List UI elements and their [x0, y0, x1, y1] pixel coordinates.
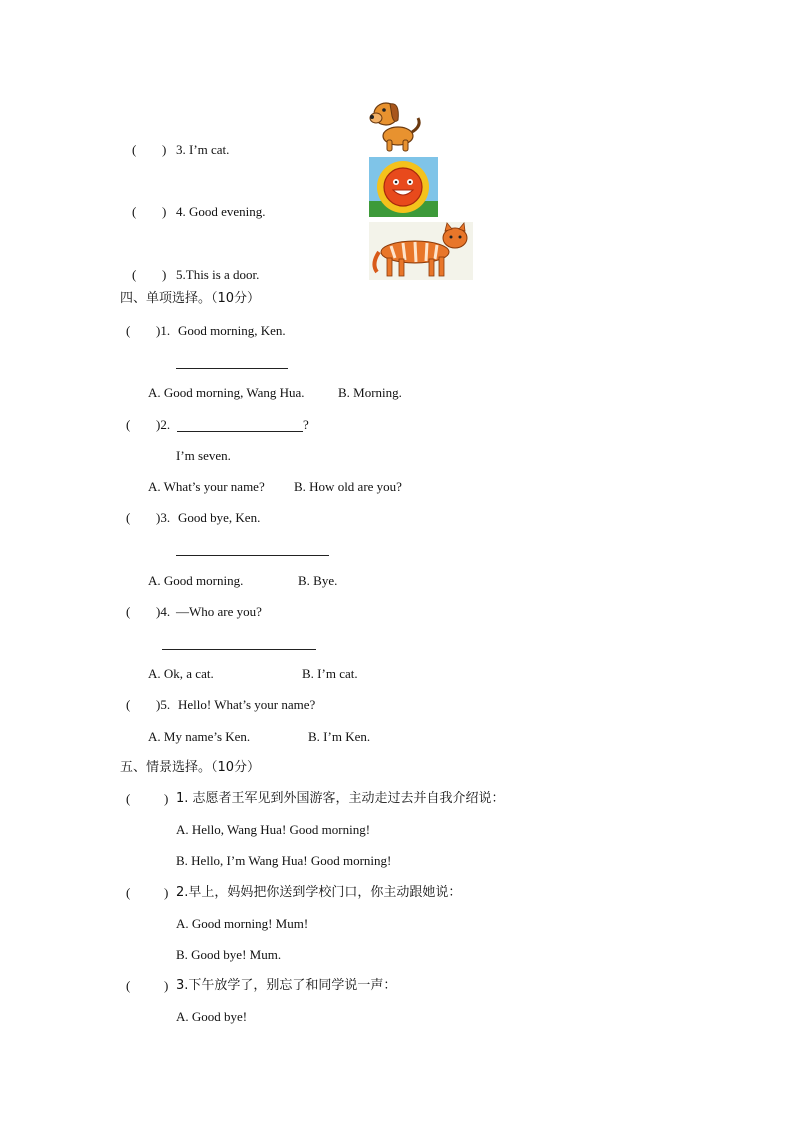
option-b: B. Hello, I’m Wang Hua! Good morning!: [176, 853, 392, 868]
answer-bracket-open: (: [126, 417, 131, 432]
question-text: 3. I’m cat.: [176, 142, 230, 157]
question-text: 1. 志愿者王军见到外国游客，主动走过去并自我介绍说：: [176, 791, 505, 806]
option-a: A. Hello, Wang Hua! Good morning!: [176, 822, 371, 837]
answer-bracket-open: (: [132, 204, 137, 219]
option-a: A. Good morning, Wang Hua.: [148, 385, 305, 400]
question-mark: ?: [303, 417, 309, 432]
question-number: )3.: [156, 510, 171, 525]
question-text: 2.早上，妈妈把你送到学校门口，你主动跟她说：: [176, 885, 462, 900]
sun-icon: [369, 157, 438, 217]
question-text: —Who are you?: [176, 604, 262, 619]
option-b: B. Good bye! Mum.: [176, 947, 282, 962]
option-a: A. What’s your name?: [148, 479, 265, 494]
answer-bracket-close: ): [164, 791, 169, 806]
question-text: 3.下午放学了，别忘了和同学说一声：: [176, 978, 397, 993]
option-a: A. Good morning.: [148, 573, 244, 588]
answer-bracket-close: ): [164, 885, 169, 900]
answer-bracket-open: (: [126, 604, 131, 619]
option-a: A. Ok, a cat.: [148, 666, 214, 681]
answer-bracket-open: (: [126, 323, 131, 338]
option-b: B. Morning.: [338, 385, 402, 400]
option-b: B. I’m Ken.: [308, 729, 371, 744]
answer-blank: [176, 555, 329, 556]
question-text: Hello! What’s your name?: [178, 697, 316, 712]
dog-icon: [368, 96, 424, 154]
section-title: 五、情景选择。（10分）: [120, 760, 261, 775]
answer-bracket-open: (: [126, 791, 131, 806]
answer-bracket-open: (: [126, 978, 131, 993]
answer-bracket-close: ): [162, 204, 167, 219]
answer-bracket-open: (: [126, 510, 131, 525]
answer-blank: [176, 368, 288, 369]
option-b: B. How old are you?: [294, 479, 402, 494]
answer-bracket-close: ): [164, 978, 169, 993]
option-a: A. Good bye!: [176, 1009, 248, 1024]
option-b: B. Bye.: [298, 573, 338, 588]
answer-bracket-open: (: [126, 697, 131, 712]
question-number: )5.: [156, 697, 171, 712]
answer-bracket-open: (: [126, 885, 131, 900]
answer-bracket-close: ): [162, 267, 167, 282]
question-text: Good bye, Ken.: [178, 510, 261, 525]
question-number: )4.: [156, 604, 171, 619]
answer-bracket-open: (: [132, 267, 137, 282]
answer-blank: [177, 431, 303, 432]
cat-icon: [369, 222, 473, 280]
question-number: )1.: [156, 323, 171, 338]
question-text: 4. Good evening.: [176, 204, 266, 219]
question-text: Good morning, Ken.: [178, 323, 286, 338]
option-a: A. Good morning! Mum!: [176, 916, 309, 931]
answer-bracket-open: (: [132, 142, 137, 157]
answer-bracket-close: ): [162, 142, 167, 157]
option-b: B. I’m cat.: [302, 666, 358, 681]
question-text: 5.This is a door.: [176, 267, 260, 282]
answer-blank: [162, 649, 316, 650]
option-a: A. My name’s Ken.: [148, 729, 251, 744]
section-title: 四、单项选择。（10分）: [120, 291, 261, 306]
reply-text: I’m seven.: [176, 448, 231, 463]
question-number: )2.: [156, 417, 171, 432]
